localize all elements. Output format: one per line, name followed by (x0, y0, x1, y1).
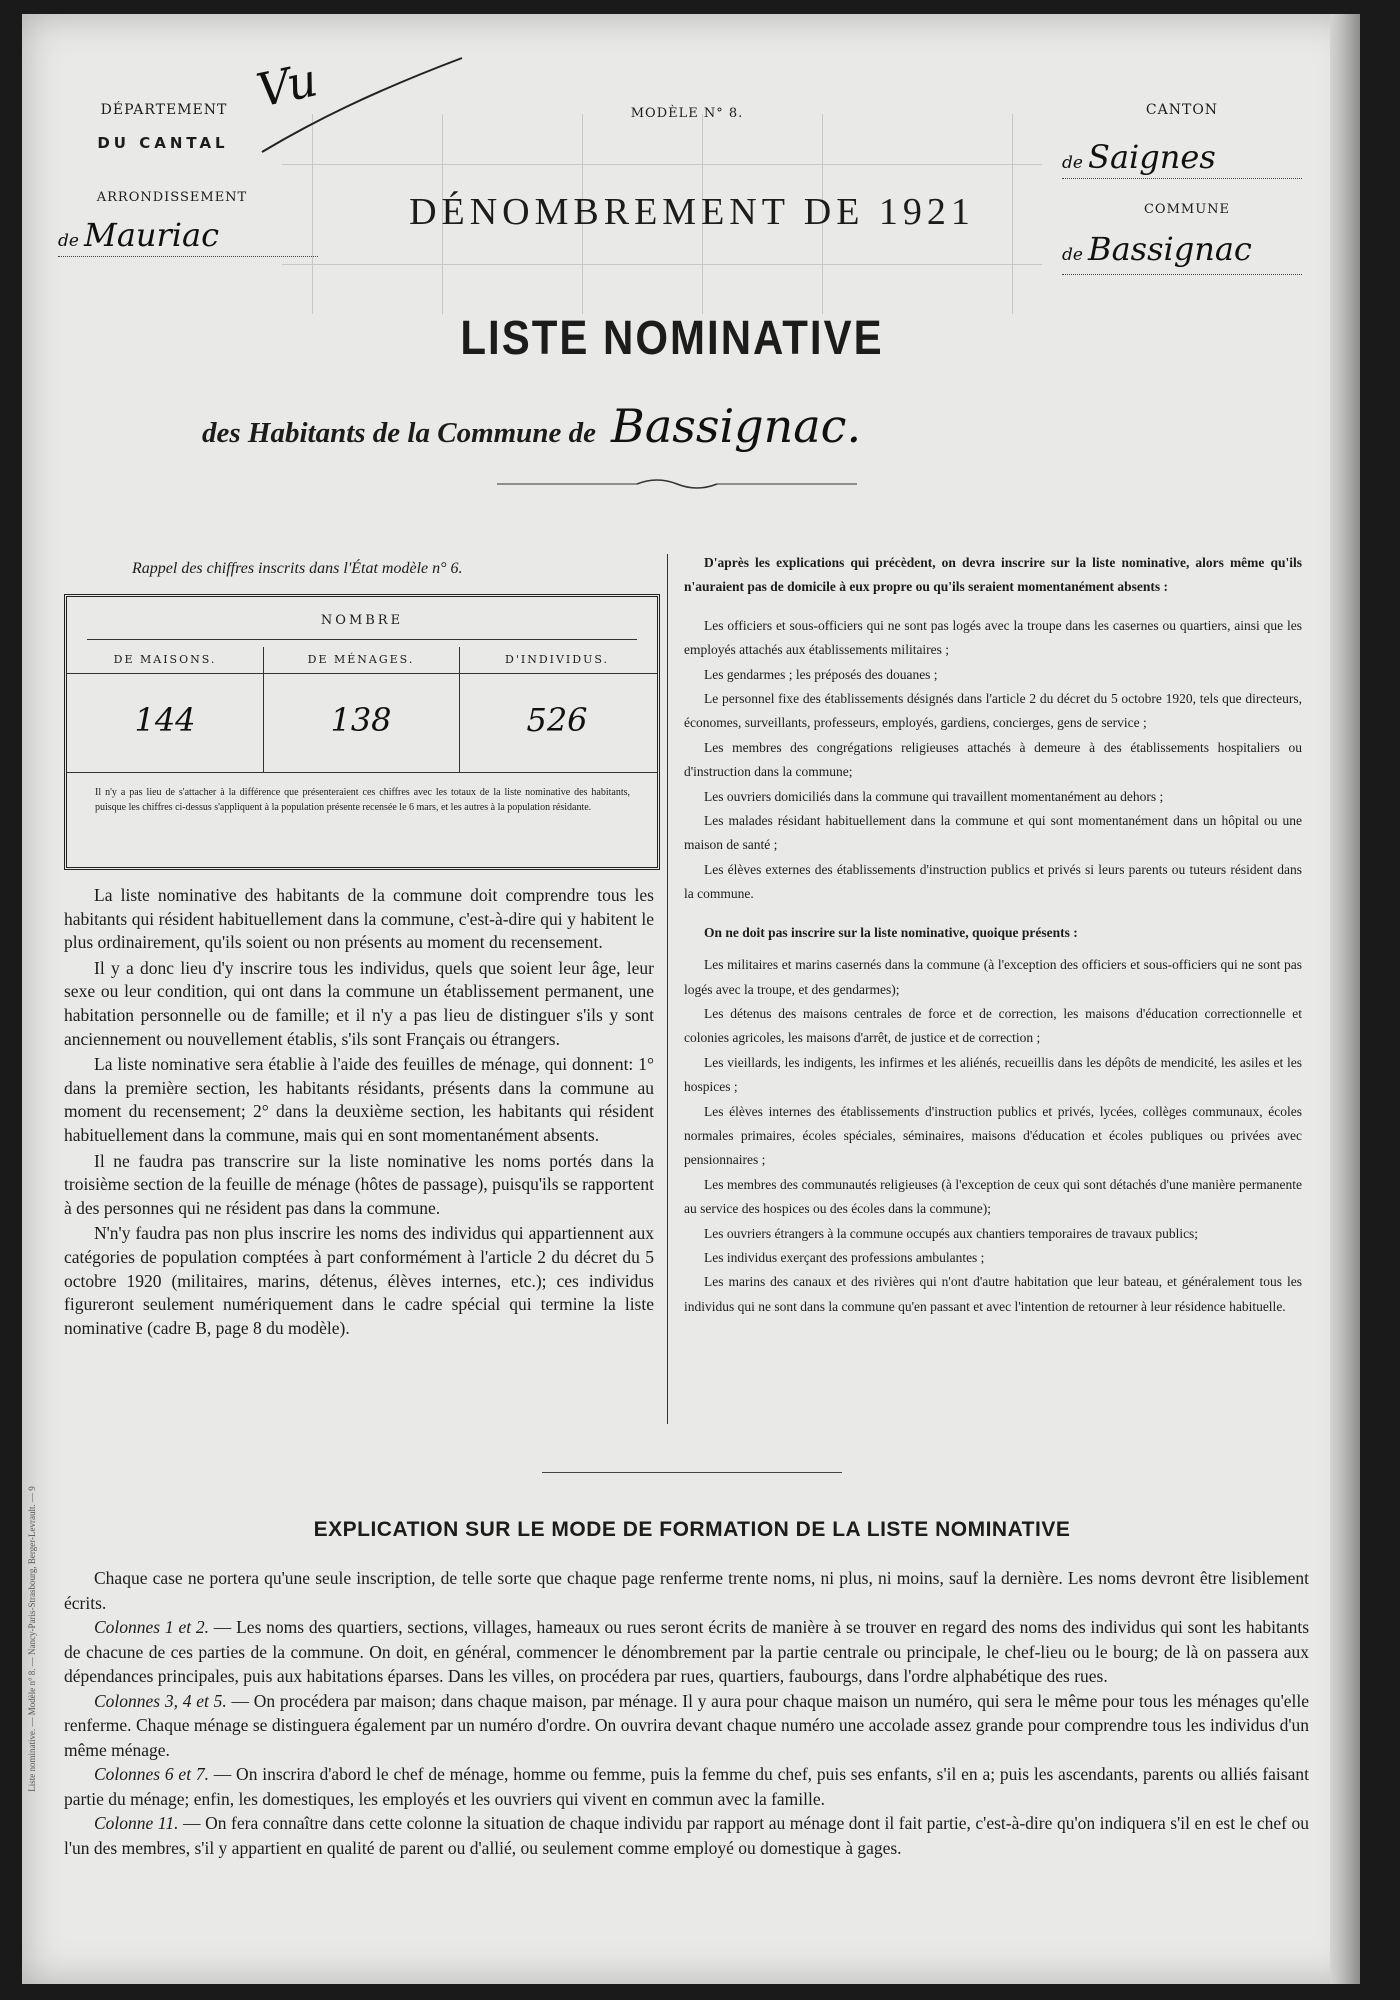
canton-field (1062, 138, 1302, 179)
explication-text: Chaque case ne portera qu'une seule inscription, de telle sorte que chaque page renferme trente noms, ni plus, ni moins, sauf la dernière. Les noms devront être lisiblement écrits. (64, 1568, 1309, 1613)
right-item: Les ouvriers domiciliés dans la commune qui travaillent momentanément au dehors ; (704, 788, 1164, 804)
explication-paragraph (64, 1811, 1309, 1860)
right-item: Les individus exerçant des professions ambulantes ; (704, 1249, 985, 1265)
page-edge (1330, 14, 1360, 1984)
subtitle (202, 399, 1082, 453)
departement-name: DU CANTAL (97, 134, 229, 152)
left-paragraph: N'n'y faudra pas non plus inscrire les noms des individus qui appartiennent aux catégories de population comptées à part conformément à l'article 2 du décret du 5 octobre 1920 (militaires, marins, détenus, élèves internes, etc.); ces individus figureront seulement numériquement dans le cadre spécial qui termine la liste nominative (cadre B, page 8 du modèle). (64, 1223, 654, 1338)
right-item: Les ouvriers étrangers à la commune occupés aux chantiers temporaires de travaux publics; (704, 1225, 1199, 1241)
left-paragraph: Il ne faudra pas transcrire sur la liste nominative les noms portés dans la troisième section de la feuille de ménage (hôtes de passage), puisqu'ils se rapportent à des personnes qui ne résident pas dans la commune. (64, 1150, 654, 1218)
census-page (22, 14, 1360, 1984)
explication-paragraph (64, 1566, 1309, 1615)
arrondissement-label: ARRONDISSEMENT (96, 190, 248, 205)
col-header-maisons: DE MAISONS. (113, 653, 217, 666)
commune-prefix: de (1062, 245, 1083, 265)
right-item: Les gendarmes ; les préposés des douanes ; (704, 666, 938, 682)
subtitle-commune: Bassignac. (611, 399, 862, 453)
rappel-caption: Rappel des chiffres inscrits dans l'État modèle n° 6. (132, 560, 463, 577)
canton-prefix: de (1062, 153, 1083, 173)
main-title: LISTE NOMINATIVE (460, 310, 884, 365)
table-group-header: NOMBRE (320, 613, 404, 628)
left-column (64, 884, 654, 1342)
table-note: Il n'y a pas lieu de s'attacher à la différence que présenteraient ces chiffres avec les totaux de la liste nominative des habitants, puisque les chiffres ci-dessus s'appliquent à la population présente recensée le 6 mars, et les autres à la population résidante. (95, 787, 630, 813)
annotation-stroke (252, 52, 472, 162)
page-title: DÉNOMBREMENT DE 1921 (409, 191, 975, 233)
value-maisons: 144 (134, 701, 196, 739)
explication-text: — On procédera par maison; dans chaque maison, par ménage. Il y aura pour chaque maison un numéro, qui sera le même pour tous les ménages qu'elle renferme. Chaque ménage se distinguera également par un numéro d'ordre. On ouvrira devant chaque numéro une accolade assez grande pour comprendre tous les individus d'un même ménage. (64, 1690, 1309, 1760)
commune-name: Bassignac (1088, 230, 1252, 268)
arrondissement-name: Mauriac (84, 216, 220, 254)
value-menages: 138 (330, 701, 392, 739)
explication-lead: Colonne 11. (94, 1813, 179, 1833)
explication-text: — On inscrira d'abord le chef de ménage, homme ou femme, puis la femme du chef, puis ses enfants, s'il en a; puis les ascendants, parents ou alliés faisant partie du ménage; enfin, les domestiques, les employés et les ouvriers qui vivent en commun avec la famille. (64, 1764, 1309, 1809)
bleed-line (282, 164, 1042, 165)
right-item: Les détenus des maisons centrales de force et de correction, les maisons d'éducation correctionnelle et colonies agricoles, les maisons d'arrêt, de justice et de correction ; (684, 1005, 1302, 1046)
right-column (684, 551, 1302, 1319)
explication-lead: Colonnes 6 et 7. (94, 1764, 209, 1784)
departement-label: DÉPARTEMENT (100, 102, 228, 118)
explication-paragraph (64, 1762, 1309, 1811)
value-individus: 526 (526, 701, 588, 739)
printer-imprint: Liste nominative. — Modèle n° 8. — Nancy-Paris-Strasbourg, Berger-Levrault. — 9 (27, 1486, 37, 1792)
right-item: Les vieillards, les indigents, les infirmes et les aliénés, recueillis dans les dépôts de mendicité, les asiles et les hospices ; (684, 1054, 1302, 1095)
arrondissement-field (58, 216, 318, 257)
left-paragraph: La liste nominative sera établie à l'aide des feuilles de ménage, qui donnent: 1° dans la première section, les habitants résidants, présents dans la commune au moment du recensement; 2° dans la deuxième section, les habitants qui résident habituellement dans la commune, mais qui en sont momentanément absents. (64, 1054, 654, 1145)
canton-label: CANTON (1145, 102, 1219, 118)
right-item: Le personnel fixe des établissements désignés dans l'article 2 du décret du 5 octobre 1920, tels que directeurs, économes, surveillants, professeurs, employés, gardiens, concierges, gens de service ; (684, 691, 1302, 731)
left-paragraph: Il y a donc lieu d'y inscrire tous les individus, quels que soient leur âge, leur sexe ou leur condition, qui ont dans la commune un établissement permanent, une habitation personnelle ou de famille; et il n'y a pas lieu de distinguer s'ils y sont anciennement ou nouvellement établis, s'ils sont Français ou étrangers. (64, 957, 654, 1049)
right-item: Les membres des communautés religieuses (à l'exception de ceux qui sont détachés d'une manière permanente au service des hospices ou des écoles dans la commune); (684, 1176, 1302, 1217)
explication-lead: Colonnes 1 et 2. (94, 1617, 210, 1637)
right-item: Les élèves externes des établissements d'instruction publics et privés si leurs parents ou tuteurs résident dans la commune. (684, 861, 1302, 902)
explication-text: — On fera connaître dans cette colonne la situation de chaque individu par rapport au ménage dont il fait partie, c'est-à-dire qu'on indiquera s'il en est le chef ou l'un des membres, s'il y appartient en qualité de parent ou d'allié, ou seulement comme employé ou domestique à gages. (64, 1813, 1309, 1858)
right-item: Les officiers et sous-officiers qui ne sont pas logés avec la troupe dans les casernes ou quartiers, ainsi que les employés attachés aux établissements militaires ; (684, 617, 1302, 658)
arrondissement-prefix: de (58, 231, 79, 251)
commune-label: COMMUNE (1143, 202, 1231, 217)
explication-title: EXPLICATION SUR LE MODE DE FORMATION DE LA LISTE NOMINATIVE (313, 1518, 1071, 1541)
table-rule (67, 673, 657, 674)
vu-annotation: Vu (252, 52, 322, 118)
explication-lead: Colonnes 3, 4 et 5. (94, 1690, 227, 1711)
commune-field (1062, 230, 1302, 275)
section-separator (542, 1472, 842, 1473)
table-rule (87, 639, 637, 640)
summary-table (64, 594, 660, 870)
right-item: Les élèves internes des établissements d'instruction publics et privés, lycées, collèges communaux, écoles normales primaires, écoles spéciales, séminaires, maisons d'éducation et écoles publiques ou privées avec pensionnaires ; (684, 1103, 1302, 1168)
ornament-divider (497, 476, 857, 492)
column-divider (667, 554, 668, 1424)
right-heading: On ne doit pas inscrire sur la liste nominative, quoique présents : (704, 924, 1078, 940)
subtitle-prefix: des Habitants de la Commune de (202, 417, 596, 449)
canton-name: Saignes (1088, 138, 1216, 176)
left-paragraph: La liste nominative des habitants de la commune doit comprendre tous les habitants qui résident habituellement dans la commune, c'est-à-dire qui y habitent le plus ordinairement, qu'ils soient ou non présents au moment du recensement. (64, 885, 654, 953)
explication-paragraph (64, 1689, 1309, 1763)
explication-paragraph (64, 1615, 1309, 1689)
right-item: Les marins des canaux et des rivières qui n'ont d'autre habitation que leur bateau, et généralement tous les individus qui ne sont dans la commune qu'en passant et avec l'intention de retourner à leur résidence habituelle. (684, 1274, 1302, 1314)
right-item: Les militaires et marins casernés dans la commune (à l'exception des officiers et sous-officiers qui ne sont pas logés avec la troupe, et des gendarmes); (684, 957, 1302, 997)
bleed-line (282, 264, 1042, 265)
explication-text: — Les noms des quartiers, sections, villages, hameaux ou rues seront écrits de manière à se trouver en regard des noms des individus qui sont les habitants de chacune de ces parties de la commune. On doit, en général, commencer le dénombrement par la partie centrale ou principale, le chef-lieu ou le bourg; de là on passera aux dépendances principales, puis aux habitations éparses. Dans les villes, on procédera par rues, quartiers, faubourgs, dans l'ordre alphabétique des rues. (64, 1617, 1310, 1686)
right-item: Les membres des congrégations religieuses attachés à demeure à des établissements hospitaliers ou d'instruction dans la commune; (684, 739, 1302, 780)
col-header-individus: D'INDIVIDUS. (505, 653, 609, 666)
right-intro: D'après les explications qui précèdent, on devra inscrire sur la liste nominative, alors même qu'ils n'auraient pas de domicile à eux propre ou qu'ils seraient momentanément absents : (684, 555, 1302, 595)
modele-number: MODÈLE N° 8. (630, 106, 744, 121)
table-rule (67, 772, 657, 773)
right-item: Les malades résidant habituellement dans la commune et qui sont momentanément dans un hôpital ou une maison de santé ; (684, 813, 1302, 853)
explication-body (64, 1566, 1309, 1860)
col-header-menages: DE MÉNAGES. (307, 653, 415, 666)
